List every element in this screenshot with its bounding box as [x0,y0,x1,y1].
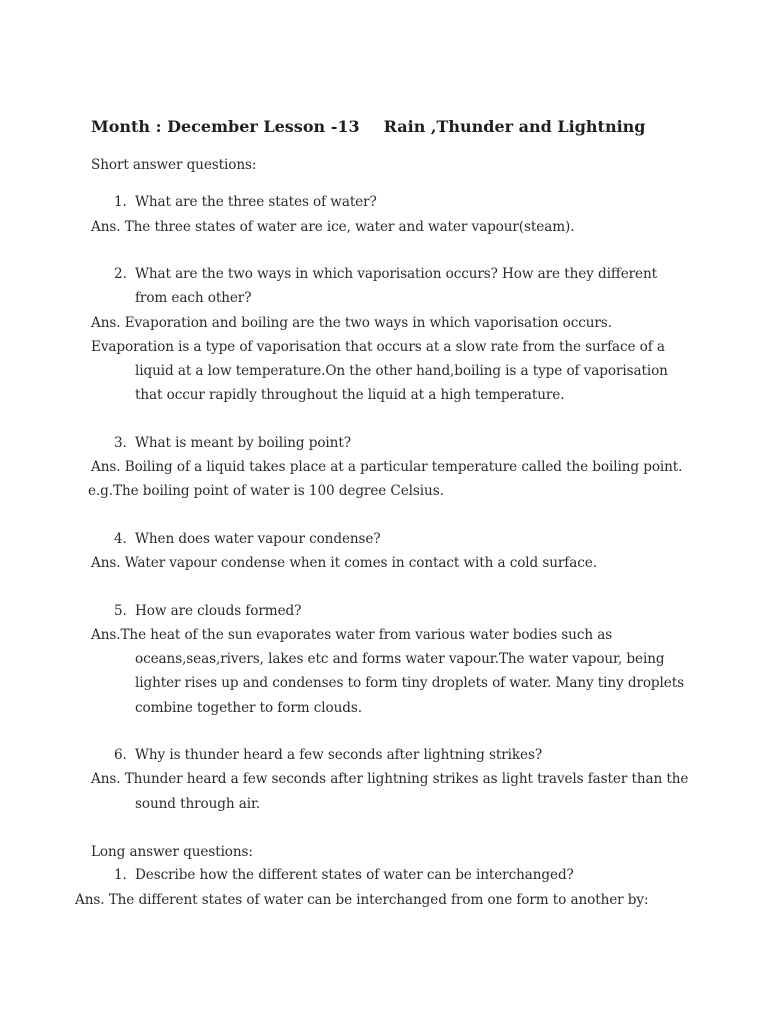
short-section-label: Short answer questions: [91,157,257,173]
short-answer-2-line-3: liquid at a low temperature.On the other hand,boiling is a type of vaporisation [135,363,668,379]
short-answer-3-line-2: e.g.The boiling point of water is 100 degree Celsius. [88,483,444,499]
question-text: Describe how the different states of water can be interchanged? [135,867,574,883]
short-question-1 [114,193,377,211]
question-text: What is meant by boiling point? [135,435,351,451]
long-question-1 [114,866,574,884]
long-section-label: Long answer questions: [91,844,253,860]
short-answer-5-line-1: Ans.The heat of the sun evaporates water from various water bodies such as [91,627,613,643]
short-question-2-continued: from each other? [135,290,252,306]
short-question-4 [114,530,381,548]
short-question-6 [114,746,542,764]
question-number: 6. [114,747,127,763]
short-answer-6-line-1: Ans. Thunder heard a few seconds after lightning strikes as light travels faster than the [91,771,689,787]
question-text: How are clouds formed? [135,603,302,619]
question-number: 5. [114,603,127,619]
question-number: 1. [114,194,127,210]
short-answer-5-line-2: oceans,seas,rivers, lakes etc and forms water vapour.The water vapour, being [135,651,665,667]
question-text: Why is thunder heard a few seconds after lightning strikes? [135,747,543,763]
short-answer-4: Ans. Water vapour condense when it comes in contact with a cold surface. [91,555,597,571]
lesson-topic: Rain ,Thunder and Lightning [383,117,646,136]
short-answer-2-line-4: that occur rapidly throughout the liquid at a high temperature. [135,387,565,403]
short-answer-2-line-2: Evaporation is a type of vaporisation that occurs at a slow rate from the surface of a [91,339,665,355]
short-answer-5-line-3: lighter rises up and condenses to form tiny droplets of water. Many tiny droplets [135,675,684,691]
lesson-label: December Lesson -13 [167,117,360,136]
question-number: 3. [114,435,127,451]
long-answer-1: Ans. The different states of water can be interchanged from one form to another by: [75,892,649,908]
short-question-3 [114,434,351,452]
month-label: Month : [91,117,162,136]
short-question-2 [114,265,657,283]
short-answer-1: Ans. The three states of water are ice, water and water vapour(steam). [91,219,575,235]
question-text: When does water vapour condense? [135,531,381,547]
short-answer-6-line-2: sound through air. [135,796,261,812]
question-number: 2. [114,266,127,282]
question-text: What are the three states of water? [135,194,377,210]
short-answer-2-line-1: Ans. Evaporation and boiling are the two ways in which vaporisation occurs. [91,315,612,331]
question-text: What are the two ways in which vaporisation occurs? How are they different [135,266,658,282]
short-answer-5-line-4: combine together to form clouds. [135,700,362,716]
question-number: 1. [114,867,127,883]
page-title [91,116,645,138]
question-number: 4. [114,531,127,547]
short-answer-3-line-1: Ans. Boiling of a liquid takes place at a particular temperature called the boiling point. [91,459,683,475]
short-question-5 [114,602,301,620]
